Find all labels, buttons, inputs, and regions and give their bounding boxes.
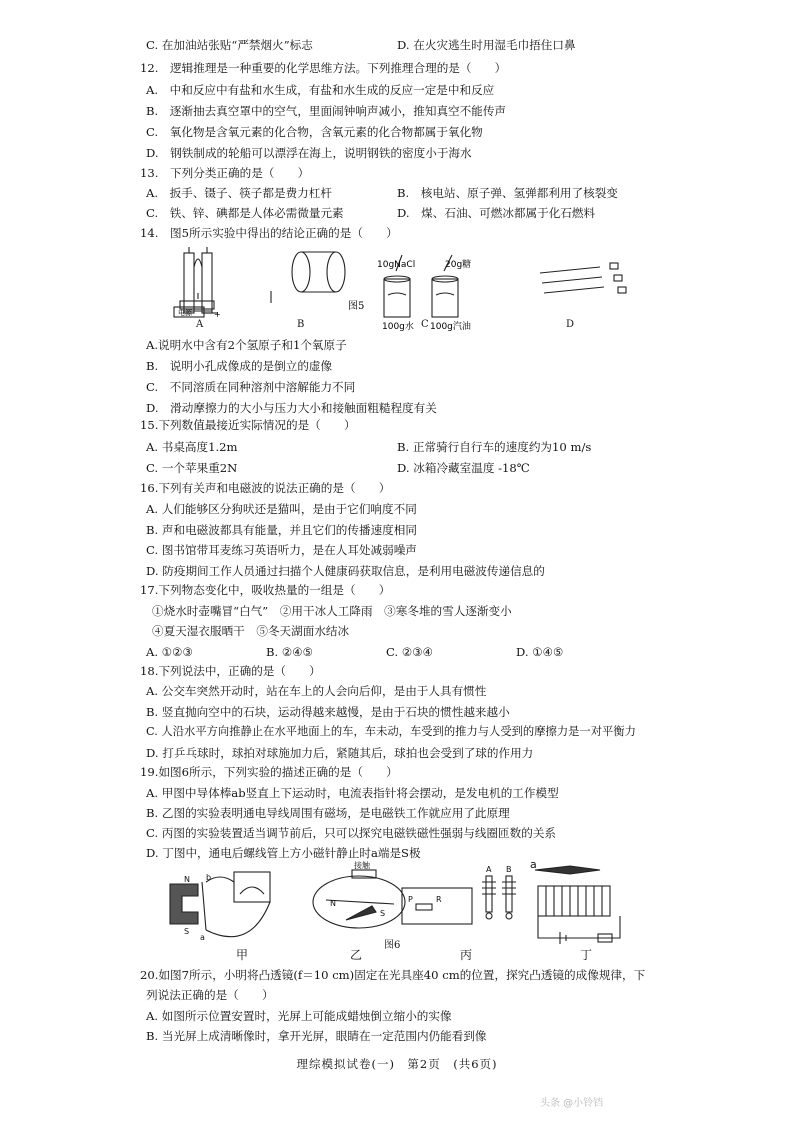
q17-option-d: D. ①④⑤: [516, 645, 564, 659]
fig6-label-ding: 丁: [580, 948, 593, 962]
fig5-tag-sugar: 20g糖: [445, 260, 472, 270]
fig6-caption: 图6: [384, 940, 401, 951]
q12-option-d: D. 钢铁制成的轮船可以漂浮在海上，说明钢铁的密度小于海水: [146, 146, 472, 160]
q20-option-b: B. 当光屏上成清晰像时，拿开光屏，眼睛在一定范围内仍能看到像: [146, 1029, 487, 1043]
q18-option-c: C. 人沿水平方向推静止在水平地面上的车，车未动，车受到的推力与人受到的摩擦力是一对平衡力: [146, 725, 636, 738]
fig5-tag-plus: +: [214, 310, 221, 319]
question-13: 13. 下列分类正确的是（ ）: [140, 166, 310, 180]
fig5-tag-nacl: 10gNaCl: [377, 260, 416, 270]
q15-option-b: B. 正常骑行自行车的速度约为10 m/s: [397, 440, 592, 454]
q19-option-d: D. 丁图中，通电后螺线管上方小磁针静止时a端是S极: [146, 846, 421, 860]
q18-option-d: D. 打乒乓球时，球拍对球施加力后，紧随其后，球拍也会受到了球的作用力: [146, 746, 534, 760]
q17-option-b: B. ②④⑤: [266, 645, 314, 659]
question-17: 17.下列物态变化中，吸收热量的一组是（ ）: [140, 583, 391, 597]
question-19: 19.如图6所示，下列实验的描述正确的是（ ）: [140, 765, 398, 779]
fig6-tag-magnet-b: B: [506, 865, 512, 874]
fig5-tag-power: 电源: [178, 309, 192, 317]
fig6-tag-s: S: [184, 927, 190, 936]
fig5-label-b: B: [297, 319, 305, 330]
fig6-tag-contact: 接触: [354, 861, 370, 870]
fig6-tag-a2: a: [530, 860, 537, 871]
figure-5: [140, 245, 660, 337]
fig6-label-jia: 甲: [236, 948, 249, 962]
figure-6: [140, 860, 660, 960]
fig6-label-yi: 乙: [350, 948, 363, 962]
question-16: 16.下列有关声和电磁波的说法正确的是（ ）: [140, 481, 391, 495]
q19-option-a: A. 甲图中导体棒ab竖直上下运动时，电流表指针将会摆动，是发电机的工作模型: [146, 786, 559, 800]
question-20: 20.如图7所示，小明将凸透镜(f＝10 cm)固定在光具座40 cm的位置，探究凸透镜的成像规律，下: [140, 968, 646, 982]
fig6-label-bing: 丙: [460, 948, 473, 962]
q16-option-d: D. 防疫期间工作人员通过扫描个人健康码获取信息，是利用电磁波传递信息的: [146, 564, 545, 578]
q16-option-c: C. 图书馆带耳麦练习英语听力，是在人耳处减弱噪声: [146, 543, 417, 557]
fig5-tag-gasoline: 100g汽油: [430, 322, 471, 332]
fig6-tag-n: N: [184, 875, 190, 884]
q19-option-c: C. 丙图的实验装置适当调节前后，只可以探究电磁铁磁性强弱与线圈匝数的关系: [146, 826, 557, 840]
question-20-cont: 列说法正确的是（ ）: [146, 988, 274, 1002]
question-14: 14. 图5所示实验中得出的结论正确的是（ ）: [140, 226, 398, 240]
q14-option-b: B. 说明小孔成像成的是倒立的虚像: [146, 359, 333, 373]
q12-option-a: A. 中和反应中有盐和水生成，有盐和水生成的反应一定是中和反应: [146, 83, 495, 97]
q17-statements-2: ④夏天湿衣服晒干 ⑤冬天湖面水结冰: [152, 624, 350, 638]
q16-option-b: B. 声和电磁波都具有能量，并且它们的传播速度相同: [146, 523, 417, 537]
question-18: 18.下列说法中，正确的是（ ）: [140, 664, 321, 678]
question-12: 12. 逻辑推理是一种重要的化学思维方法。下列推理合理的是（ ）: [140, 61, 507, 75]
q13-option-a: A. 扳手、镊子、筷子都是费力杠杆: [146, 186, 332, 200]
q14-option-c: C. 不同溶质在同种溶剂中溶解能力不同: [146, 380, 356, 394]
q11-option-d: D. 在火灾逃生时用湿毛巾捂住口鼻: [397, 38, 576, 52]
question-15: 15.下列数值最接近实际情况的是（ ）: [140, 418, 356, 432]
q13-option-b: B. 核电站、原子弹、氢弹都利用了核裂变: [397, 186, 618, 200]
fig5-caption: 图5: [348, 301, 365, 312]
fig6-tag-s2: S: [380, 909, 386, 918]
fig6-tag-r: R: [436, 895, 442, 904]
fig6-tag-b: b: [206, 873, 212, 882]
watermark: 头条 @小铃铛: [540, 1098, 604, 1109]
fig6-tag-a: a: [200, 933, 205, 942]
page-footer: 理综模拟试卷(一) 第2页 (共6页): [296, 1057, 498, 1071]
q17-statements-1: ①烧水时壶嘴冒“白气” ②用干冰人工降雨 ③寒冬堆的雪人逐渐变小: [152, 604, 512, 618]
fig6-tag-p: P: [408, 895, 413, 904]
q13-option-c: C. 铁、锌、碘都是人体必需微量元素: [146, 206, 344, 220]
fig5-tag-water: 100g水: [382, 322, 414, 332]
q18-option-a: A. 公交车突然开动时，站在车上的人会向后仰，是由于人具有惯性: [146, 684, 487, 698]
q13-option-d: D. 煤、石油、可燃冰都属于化石燃料: [397, 206, 596, 220]
q19-option-b: B. 乙图的实验表明通电导线周围有磁场，是电磁铁工作就应用了此原理: [146, 806, 510, 820]
q17-option-c: C. ②③④: [386, 645, 434, 659]
q17-option-a: A. ①②③: [146, 645, 193, 659]
q14-option-d: D. 滑动摩擦力的大小与压力大小和接触面粗糙程度有关: [146, 401, 437, 415]
q20-option-a: A. 如图所示位置安置时，光屏上可能成蜡烛倒立缩小的实像: [146, 1009, 452, 1023]
q12-option-b: B. 逐渐抽去真空罩中的空气，里面闹钟响声减小，推知真空不能传声: [146, 104, 507, 118]
q15-option-a: A. 书桌高度1.2m: [146, 440, 238, 454]
fig5-label-a: A: [196, 319, 204, 330]
fig6-tag-n2: N: [330, 899, 336, 908]
q15-option-d: D. 冰箱冷藏室温度 -18℃: [397, 461, 530, 475]
q15-option-c: C. 一个苹果重2N: [146, 461, 238, 475]
q16-option-a: A. 人们能够区分狗吠还是猫叫，是由于它们响度不同: [146, 502, 417, 516]
fig6-tag-magnet-a: A: [486, 865, 492, 874]
q11-option-c: C. 在加油站张贴“严禁烟火”标志: [146, 38, 313, 52]
fig5-label-d: D: [566, 319, 575, 330]
fig5-label-c: C: [421, 319, 429, 330]
q18-option-b: B. 竖直抛向空中的石块，运动得越来越慢，是由于石块的惯性越来越小: [146, 705, 510, 719]
q14-option-a: A.说明水中含有2个氢原子和1个氧原子: [146, 338, 347, 352]
q12-option-c: C. 氧化物是含氧元素的化合物，含氧元素的化合物都属于氧化物: [146, 125, 483, 139]
